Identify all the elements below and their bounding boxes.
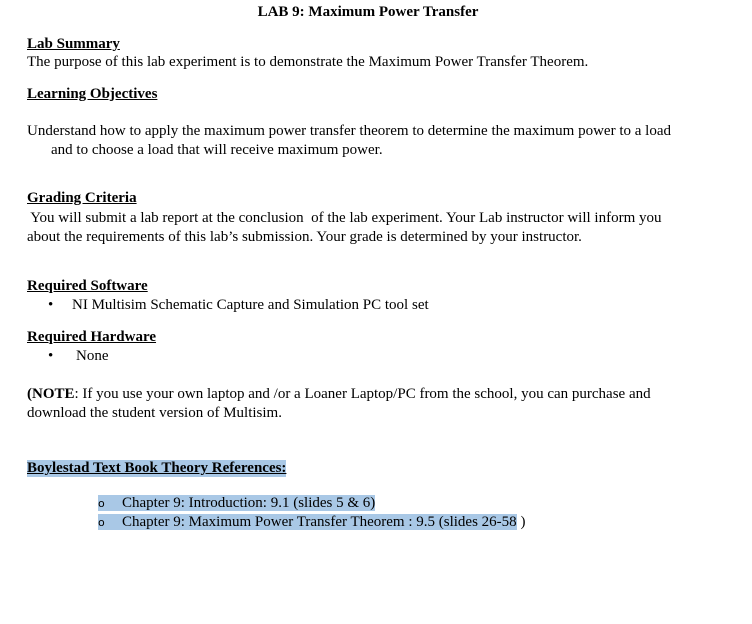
page-title: LAB 9: Maximum Power Transfer: [257, 4, 479, 20]
hardware-item-text: None: [76, 348, 109, 364]
learning-objectives-text: [27, 122, 717, 160]
note-text: [27, 385, 717, 423]
note-label: (NOTE: [27, 386, 75, 402]
reference-item-text: Chapter 9: Introduction: 9.1 (slides 5 & 6): [122, 495, 376, 511]
grading-criteria-heading: Grading Criteria: [27, 190, 137, 206]
grading-criteria-text: [27, 209, 717, 247]
bullet-icon: •: [48, 348, 54, 364]
grading-line-2: about the requirements of this lab’s submission. Your grade is determined by your instructor.: [27, 229, 582, 245]
objectives-line-1: Understand how to apply the maximum power transfer theorem to determine the maximum power to a load: [27, 123, 671, 139]
hardware-list-item: [48, 348, 109, 365]
references-heading: Boylestad Text Book Theory References:: [27, 460, 287, 476]
lab-summary-text: The purpose of this lab experiment is to demonstrate the Maximum Power Transfer Theorem.: [27, 54, 589, 70]
circle-bullet-icon: o: [98, 516, 105, 529]
objectives-line-2: and to choose a load that will receive maximum power.: [51, 142, 383, 158]
note-line-1: : If you use your own laptop and /or a Loaner Laptop/PC from the school, you can purchase and: [74, 386, 651, 402]
software-list-item: [48, 297, 429, 314]
lab-summary-heading: Lab Summary: [27, 36, 120, 52]
reference-item: [98, 495, 375, 512]
reference-item-tail: ): [516, 514, 526, 530]
grading-line-1: You will submit a lab report at the conclusion of the lab experiment. Your Lab instructor will inform you: [27, 210, 662, 226]
bullet-icon: •: [48, 297, 54, 313]
software-item-text: NI Multisim Schematic Capture and Simulation PC tool set: [72, 297, 429, 313]
circle-bullet-icon: o: [98, 497, 105, 510]
reference-item-text: Chapter 9: Maximum Power Transfer Theorem : 9.5 (slides 26-58: [122, 514, 517, 530]
required-hardware-heading: Required Hardware: [27, 329, 157, 345]
reference-item: [98, 514, 525, 531]
note-line-2: download the student version of Multisim.: [27, 405, 282, 421]
learning-objectives-heading: Learning Objectives: [27, 86, 158, 102]
required-software-heading: Required Software: [27, 278, 148, 294]
